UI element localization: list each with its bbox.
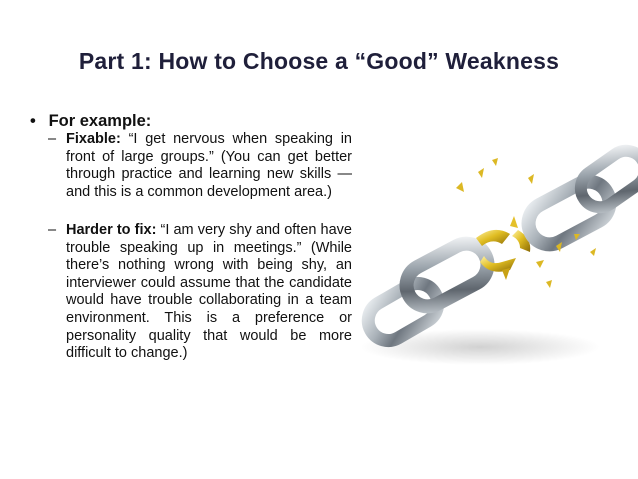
sub-item-fixable: [48, 131, 352, 201]
sub-item-dash: –: [48, 222, 57, 238]
bullet-for-example: [30, 112, 151, 131]
sub-item-dash: –: [48, 131, 57, 147]
chain-right: [521, 143, 638, 251]
sub-item-harder-to-fix: [48, 222, 352, 363]
sub-item-lead: Harder to fix:: [66, 222, 157, 238]
broken-chain-image: [360, 142, 638, 370]
slide-title: Part 1: How to Choose a “Good” Weakness: [78, 48, 560, 74]
sub-item-text: “I get nervous when speaking in front of large groups.” (You can get better through practice and learning new skills — and this is a common development area.): [66, 131, 352, 200]
bullet-marker: •: [30, 112, 36, 130]
sub-item-text: “I am very shy and often have trouble speaking up in meetings.” (While there’s nothing wrong with being shy, an interviewer could assume that the candidate would have trouble collaborating in a team environment. This is a preference or personality quality that would be more difficult to change.): [66, 222, 352, 362]
bullet-label: For example:: [48, 112, 152, 130]
broken-chain-icon: [360, 142, 638, 370]
sub-item-lead: Fixable:: [66, 131, 121, 147]
